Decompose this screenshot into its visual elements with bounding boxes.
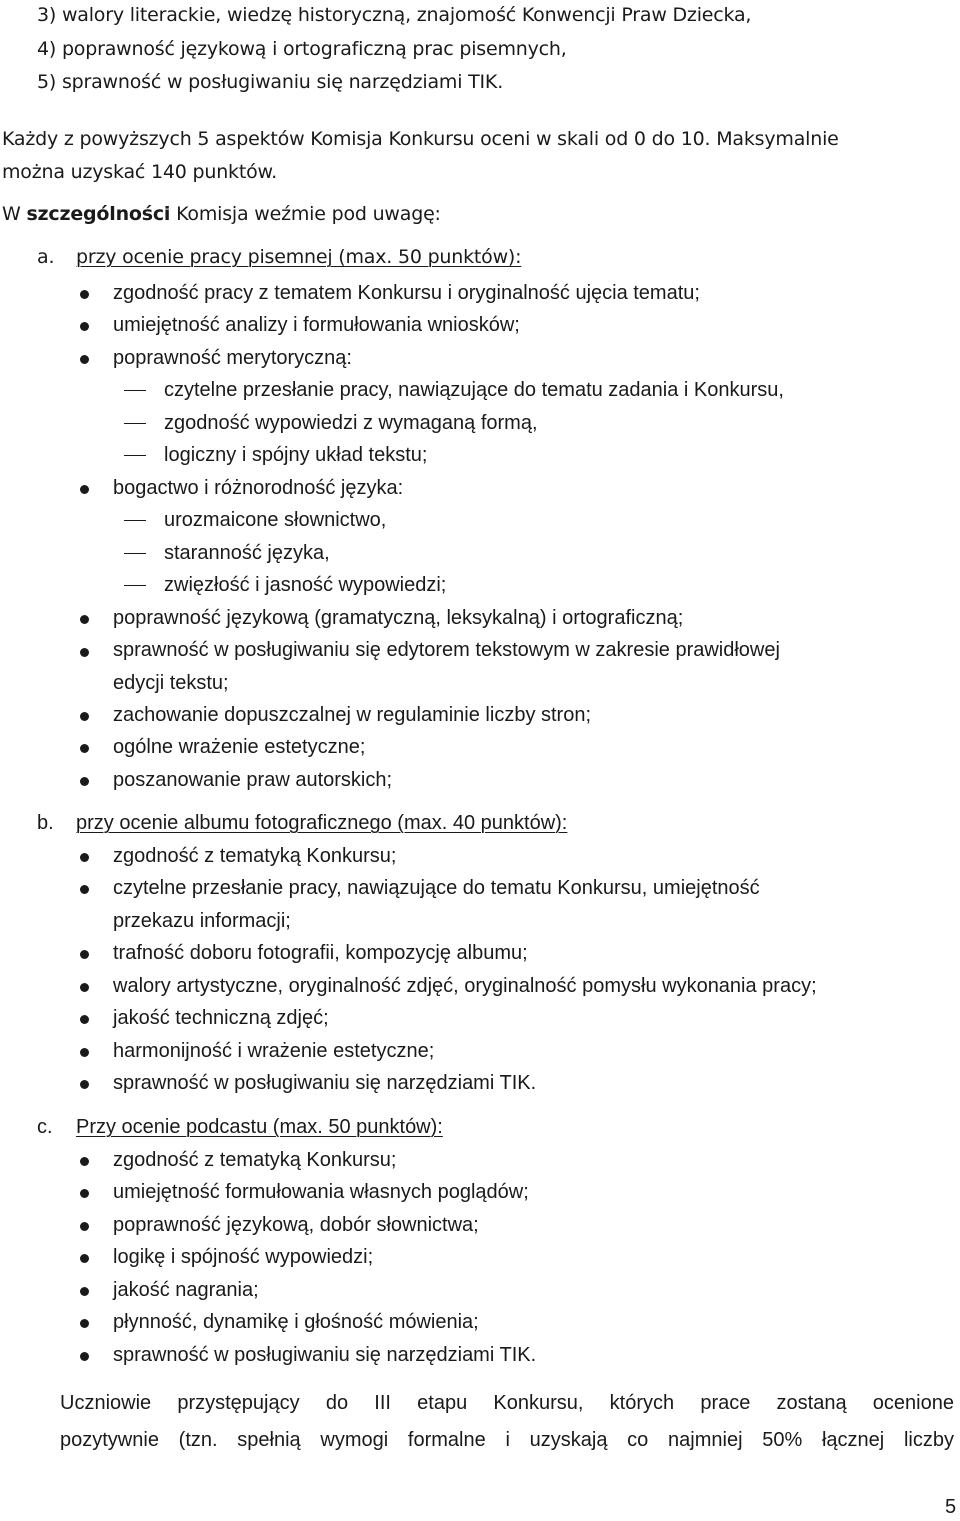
- bullet-icon: [80, 615, 89, 624]
- dash-icon: [124, 520, 146, 521]
- bullet-icon: [80, 744, 89, 753]
- list-item: ogólne wrażenie estetyczne;: [113, 736, 366, 758]
- sub-list-item: zwięzłość i jasność wypowiedzi;: [164, 574, 447, 596]
- bullet-icon: [80, 485, 89, 494]
- bullet-icon: [80, 853, 89, 862]
- bullet-icon: [80, 1080, 89, 1089]
- list-item: sprawność w posługiwaniu się narzędziami TIK.: [113, 1344, 537, 1366]
- list-item: sprawność w posługiwaniu się edytorem tekstowym w zakresie prawidłowej: [113, 639, 780, 661]
- dash-icon: [124, 455, 146, 456]
- list-item: trafność doboru fotografii, kompozycję albumu;: [113, 942, 528, 964]
- closing-paragraph-line: pozytywnie (tzn. spełnią wymogi formalne i uzyskają co najmniej 50% łącznej liczby: [60, 1429, 954, 1451]
- list-item: płynność, dynamikę i głośność mówienia;: [113, 1311, 479, 1333]
- bullet-icon: [80, 1254, 89, 1263]
- bullet-icon: [80, 950, 89, 959]
- bullet-icon: [80, 1319, 89, 1328]
- section-heading: przy ocenie albumu fotograficznego (max. 40 punktów):: [76, 812, 568, 834]
- attention-bold: szczególności: [26, 203, 171, 225]
- dash-icon: [124, 553, 146, 554]
- sub-list-item: zgodność wypowiedzi z wymaganą formą,: [164, 412, 538, 434]
- list-item-continuation: edycji tekstu;: [113, 672, 229, 694]
- list-item: czytelne przesłanie pracy, nawiązujące do tematu Konkursu, umiejętność: [113, 877, 760, 899]
- list-item: logikę i spójność wypowiedzi;: [113, 1246, 374, 1268]
- list-item: poprawność językową, dobór słownictwa;: [113, 1214, 479, 1236]
- section-letter: c.: [37, 1116, 53, 1138]
- attention-prefix: W: [2, 203, 27, 225]
- list-item: zgodność z tematyką Konkursu;: [113, 1149, 397, 1171]
- section-letter: b.: [37, 812, 54, 834]
- attention-suffix: Komisja weźmie pod uwagę:: [170, 203, 441, 225]
- list-item: jakość techniczną zdjęć;: [113, 1007, 329, 1029]
- list-item: zgodność z tematyką Konkursu;: [113, 845, 397, 867]
- closing-paragraph-line: Uczniowie przystępujący do III etapu Konkursu, których prace zostaną ocenione: [60, 1392, 954, 1414]
- bullet-icon: [80, 1157, 89, 1166]
- bullet-icon: [80, 712, 89, 721]
- list-item: jakość nagrania;: [113, 1279, 259, 1301]
- list-item: 5) sprawność w posługiwaniu się narzędziami TIK.: [37, 71, 504, 93]
- bullet-icon: [80, 1015, 89, 1024]
- bullet-icon: [80, 1287, 89, 1296]
- dash-icon: [124, 390, 146, 391]
- list-item: umiejętność analizy i formułowania wniosków;: [113, 314, 520, 336]
- list-item: poprawność merytoryczną:: [113, 347, 352, 369]
- bullet-icon: [80, 885, 89, 894]
- scoring-text: można uzyskać 140 punktów.: [2, 161, 277, 183]
- list-item: walory artystyczne, oryginalność zdjęć, oryginalność pomysłu wykonania pracy;: [113, 975, 817, 997]
- list-item: bogactwo i różnorodność języka:: [113, 477, 404, 499]
- bullet-icon: [80, 290, 89, 299]
- list-item: zachowanie dopuszczalnej w regulaminie liczby stron;: [113, 704, 592, 726]
- list-item: sprawność w posługiwaniu się narzędziami TIK.: [113, 1072, 537, 1094]
- section-heading: przy ocenie pracy pisemnej (max. 50 punktów):: [76, 246, 522, 268]
- bullet-icon: [80, 322, 89, 331]
- list-item: poprawność językową (gramatyczną, leksykalną) i ortograficzną;: [113, 607, 684, 629]
- bullet-icon: [80, 777, 89, 786]
- bullet-icon: [80, 1222, 89, 1231]
- bullet-icon: [80, 983, 89, 992]
- sub-list-item: urozmaicone słownictwo,: [164, 509, 387, 531]
- sub-list-item: staranność języka,: [164, 542, 330, 564]
- list-item: umiejętność formułowania własnych poglądów;: [113, 1181, 529, 1203]
- sub-list-item: logiczny i spójny układ tekstu;: [164, 444, 428, 466]
- page-number: 5: [945, 1496, 957, 1518]
- list-item: 4) poprawność językową i ortograficzną prac pisemnych,: [37, 38, 567, 60]
- bullet-icon: [80, 1048, 89, 1057]
- bullet-icon: [80, 1189, 89, 1198]
- attention-line: [2, 205, 441, 224]
- list-item: poszanowanie praw autorskich;: [113, 769, 393, 791]
- scoring-text: Każdy z powyższych 5 aspektów Komisja Konkursu oceni w skali od 0 do 10. Maksymalnie: [2, 128, 839, 150]
- section-letter: a.: [37, 246, 55, 268]
- sub-list-item: czytelne przesłanie pracy, nawiązujące do tematu zadania i Konkursu,: [164, 379, 784, 401]
- list-item-continuation: przekazu informacji;: [113, 910, 291, 932]
- list-item: harmonijność i wrażenie estetyczne;: [113, 1040, 435, 1062]
- bullet-icon: [80, 1352, 89, 1361]
- list-item: zgodność pracy z tematem Konkursu i oryginalność ujęcia tematu;: [113, 282, 700, 304]
- section-heading: Przy ocenie podcastu (max. 50 punktów):: [76, 1116, 443, 1138]
- dash-icon: [124, 423, 146, 424]
- list-item: 3) walory literackie, wiedzę historyczną, znajomość Konwencji Praw Dziecka,: [37, 4, 752, 26]
- dash-icon: [124, 585, 146, 586]
- bullet-icon: [80, 355, 89, 364]
- bullet-icon: [80, 648, 89, 657]
